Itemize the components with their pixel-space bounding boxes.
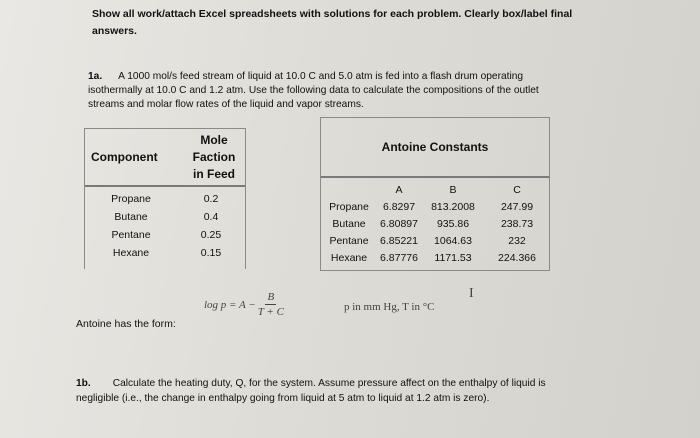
a-cell: 6.87776 bbox=[380, 252, 418, 264]
mole-fraction-header-line1: Mole bbox=[200, 133, 228, 147]
mole-fraction-header-line2: Faction bbox=[192, 150, 236, 164]
fraction-cell: 0.25 bbox=[200, 229, 222, 241]
component-cell: Hexane bbox=[112, 247, 150, 259]
antoine-table-title: Antoine Constants bbox=[321, 118, 549, 178]
mole-fraction-header bbox=[183, 129, 245, 185]
equation-fraction bbox=[258, 290, 284, 319]
a-cell: 6.85221 bbox=[380, 235, 418, 247]
problem-1b-number: 1b. bbox=[76, 378, 91, 389]
equation-denominator: T + C bbox=[257, 306, 284, 318]
problem-1b-line1 bbox=[76, 376, 676, 391]
mole-fraction-header-line3: in Feed bbox=[192, 167, 235, 181]
component-cell: Pentane bbox=[111, 229, 151, 241]
antoine-column-headers bbox=[321, 182, 549, 199]
problem-1a-number: 1a. bbox=[88, 71, 103, 82]
blank-header bbox=[321, 182, 377, 199]
fraction-cell: 0.2 bbox=[203, 193, 219, 205]
problem-1b-line2: negligible (i.e., the change in enthalpy going from liquid at 5 atm to liquid at 1.2 atm is zero). bbox=[76, 393, 490, 404]
component-cell: Propane bbox=[111, 193, 151, 205]
fraction-cell: 0.4 bbox=[203, 211, 219, 223]
table-row bbox=[321, 250, 549, 267]
antoine-equation bbox=[204, 290, 284, 319]
a-cell: 6.8297 bbox=[382, 201, 416, 213]
table-row bbox=[85, 247, 245, 265]
table-row bbox=[85, 211, 245, 229]
c-cell: 238.73 bbox=[500, 218, 534, 230]
text-cursor-icon: I bbox=[469, 286, 474, 301]
col-c-header: C bbox=[513, 184, 521, 196]
problem-1a-text1: A 1000 mol/s feed stream of liquid at 10.0 C and 5.0 atm is fed into a flash drum operating bbox=[118, 71, 524, 82]
b-cell: 1171.53 bbox=[434, 252, 472, 264]
table-row bbox=[85, 193, 245, 211]
fraction-cell: 0.15 bbox=[200, 247, 222, 259]
component-cell: Butane bbox=[114, 211, 148, 223]
problem-1a bbox=[88, 70, 608, 112]
equation-lhs: log p = A − bbox=[204, 298, 256, 311]
equation-units: p in mm Hg, T in °C bbox=[344, 301, 435, 313]
problem-1b-text1: Calculate the heating duty, Q, for the system. Assume pressure affect on the enthalpy of liquid is bbox=[112, 378, 546, 389]
antoine-form-note: Antoine has the form: bbox=[76, 318, 176, 330]
feed-composition-table bbox=[84, 128, 246, 269]
problem-1a-line3: streams and molar flow rates of the liquid and vapor streams. bbox=[88, 99, 364, 110]
feed-table-header bbox=[85, 129, 245, 187]
feed-table-body bbox=[85, 187, 245, 265]
c-cell: 232 bbox=[508, 235, 526, 247]
b-cell: 1064.63 bbox=[434, 235, 472, 247]
table-row bbox=[321, 216, 549, 233]
c-cell: 247.99 bbox=[500, 201, 534, 213]
b-cell: 935.86 bbox=[436, 218, 470, 230]
a-cell: 6.80897 bbox=[380, 218, 418, 230]
species-cell: Pentane bbox=[329, 235, 369, 247]
antoine-constants-table bbox=[320, 117, 550, 271]
problem-1a-line1 bbox=[88, 70, 608, 84]
b-cell: 813.2008 bbox=[431, 201, 475, 213]
table-row bbox=[321, 199, 549, 216]
c-cell: 224.366 bbox=[498, 252, 536, 264]
col-b-header: B bbox=[449, 184, 457, 196]
col-a-header: A bbox=[395, 184, 403, 196]
equation-numerator: B bbox=[267, 291, 275, 303]
problem-1b bbox=[76, 376, 676, 406]
component-header: Component bbox=[91, 150, 158, 164]
species-cell: Butane bbox=[332, 218, 366, 230]
table-row bbox=[321, 233, 549, 250]
instructions-header: Show all work/attach Excel spreadsheets with solutions for each problem. Clearly box/label final answers. bbox=[92, 8, 573, 37]
species-cell: Propane bbox=[329, 201, 369, 213]
table-row bbox=[85, 229, 245, 247]
species-cell: Hexane bbox=[330, 252, 368, 264]
problem-1a-line2: isothermally at 10.0 C and 1.2 atm. Use the following data to calculate the compositions of the outlet bbox=[88, 85, 539, 96]
